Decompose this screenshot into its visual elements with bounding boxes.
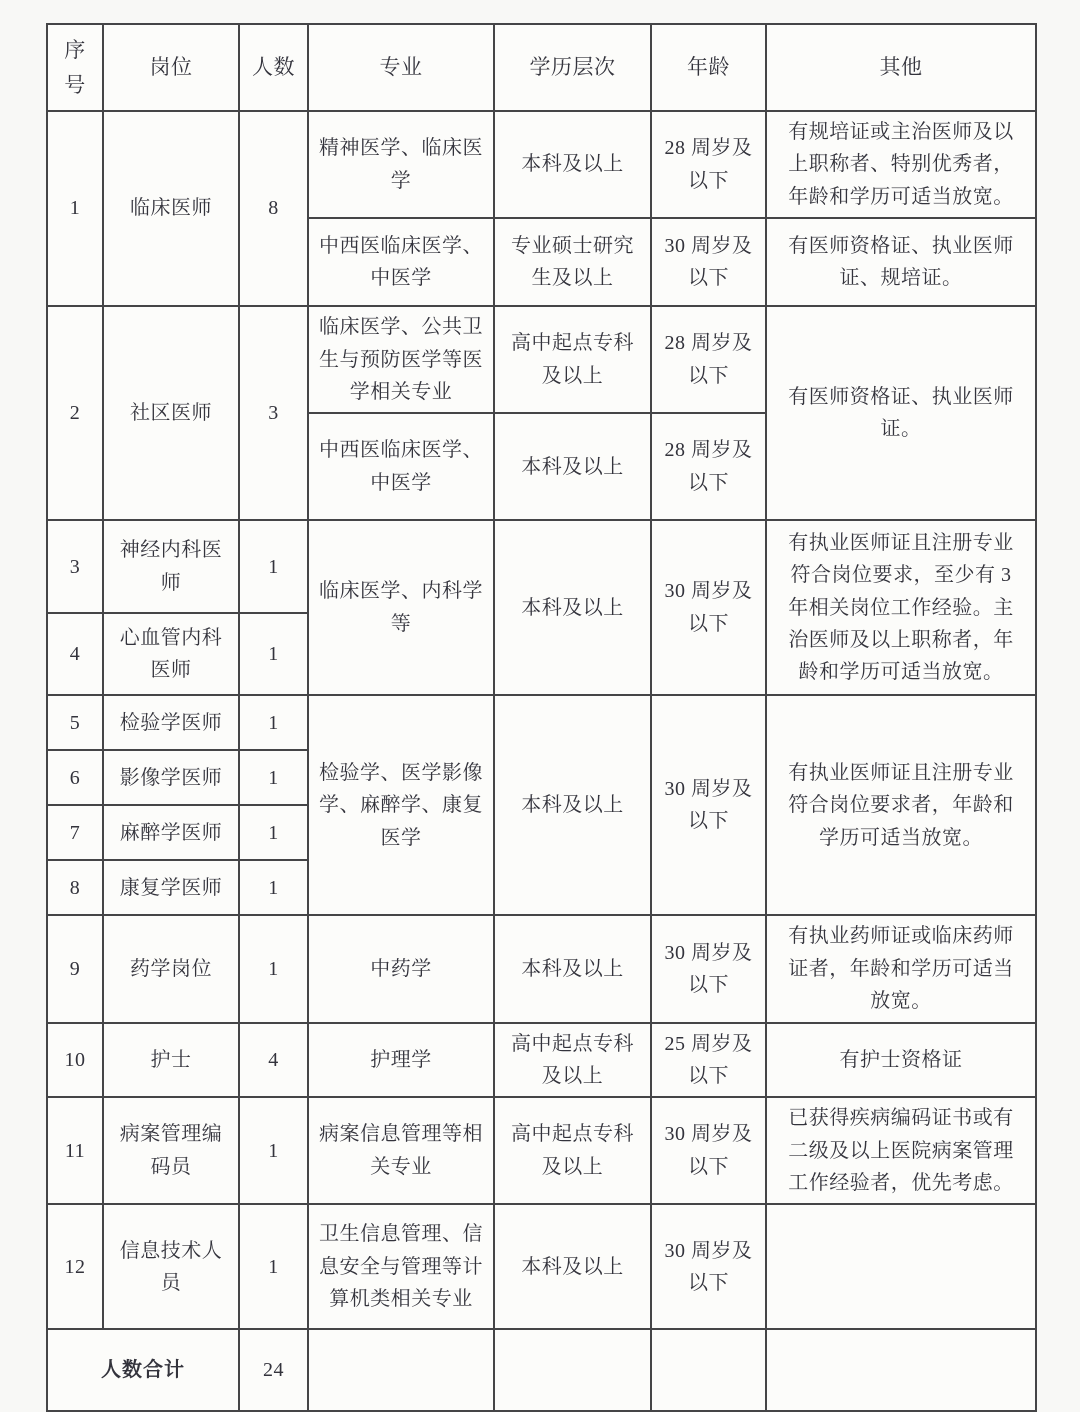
- cell-post: 药学岗位: [103, 915, 239, 1022]
- cell-degree: 本科及以上: [494, 695, 651, 915]
- cell-other: [766, 1204, 1036, 1329]
- cell-count: 1: [239, 613, 308, 695]
- table-total-row: [47, 1329, 1036, 1411]
- cell-age: 25 周岁及以下: [651, 1023, 766, 1098]
- cell-other: 有护士资格证: [766, 1023, 1036, 1098]
- cell-no: 1: [47, 111, 103, 306]
- cell-no: 8: [47, 860, 103, 915]
- cell-major: 临床医学、内科学等: [308, 520, 494, 695]
- cell-age: 28 周岁及以下: [651, 111, 766, 218]
- table-row: [47, 520, 1036, 613]
- cell-no: 9: [47, 915, 103, 1022]
- cell-no: 7: [47, 805, 103, 860]
- cell-count: 1: [239, 520, 308, 613]
- cell-post: 心血管内科医师: [103, 613, 239, 695]
- cell-no: 10: [47, 1023, 103, 1098]
- cell-degree: 高中起点专科及以上: [494, 1023, 651, 1098]
- cell-age: 28 周岁及以下: [651, 306, 766, 413]
- cell-major: 护理学: [308, 1023, 494, 1098]
- col-header-age: 年龄: [651, 24, 766, 111]
- cell-no: 3: [47, 520, 103, 613]
- table-row: [47, 1023, 1036, 1098]
- cell-age: 28 周岁及以下: [651, 413, 766, 520]
- cell-degree: 本科及以上: [494, 413, 651, 520]
- cell-other: 有医师资格证、执业医师证。: [766, 306, 1036, 520]
- table-row: [47, 111, 1036, 218]
- cell-other: 有医师资格证、执业医师证、规培证。: [766, 218, 1036, 306]
- cell-degree: 本科及以上: [494, 1204, 651, 1329]
- cell-other: 有执业医师证且注册专业符合岗位要求者，年龄和学历可适当放宽。: [766, 695, 1036, 915]
- cell-degree: 本科及以上: [494, 111, 651, 218]
- cell-post: 社区医师: [103, 306, 239, 520]
- cell-post: 检验学医师: [103, 695, 239, 750]
- col-header-post: 岗位: [103, 24, 239, 111]
- table-row: [47, 1204, 1036, 1329]
- cell-post: 临床医师: [103, 111, 239, 306]
- cell-no: 12: [47, 1204, 103, 1329]
- col-header-count: 人数: [239, 24, 308, 111]
- cell-count: 4: [239, 1023, 308, 1098]
- cell-age: 30 周岁及以下: [651, 1097, 766, 1204]
- cell-count: 1: [239, 915, 308, 1022]
- cell-major: 病案信息管理等相关专业: [308, 1097, 494, 1204]
- cell-count: 3: [239, 306, 308, 520]
- cell-age: 30 周岁及以下: [651, 520, 766, 695]
- cell-major: 中药学: [308, 915, 494, 1022]
- cell-no: 4: [47, 613, 103, 695]
- cell-major-empty: [308, 1329, 494, 1411]
- cell-other: 有执业医师证且注册专业符合岗位要求，至少有 3 年相关岗位工作经验。主治医师及以上职称者，年龄和学历可适当放宽。: [766, 520, 1036, 695]
- cell-count: 1: [239, 860, 308, 915]
- recruitment-table: [46, 23, 1037, 1412]
- cell-no: 6: [47, 750, 103, 805]
- cell-other-empty: [766, 1329, 1036, 1411]
- table-row: [47, 695, 1036, 750]
- cell-age: 30 周岁及以下: [651, 915, 766, 1022]
- cell-count: 1: [239, 805, 308, 860]
- cell-degree: 高中起点专科及以上: [494, 1097, 651, 1204]
- cell-post: 护士: [103, 1023, 239, 1098]
- cell-major: 中西医临床医学、中医学: [308, 218, 494, 306]
- col-header-degree: 学历层次: [494, 24, 651, 111]
- cell-count: 1: [239, 1204, 308, 1329]
- cell-degree: 本科及以上: [494, 915, 651, 1022]
- cell-count: 1: [239, 750, 308, 805]
- cell-age-empty: [651, 1329, 766, 1411]
- cell-count: 1: [239, 695, 308, 750]
- cell-degree: 专业硕士研究生及以上: [494, 218, 651, 306]
- cell-no: 2: [47, 306, 103, 520]
- table-header-row: [47, 24, 1036, 111]
- cell-post: 神经内科医师: [103, 520, 239, 613]
- cell-other: 已获得疾病编码证书或有二级及以上医院病案管理工作经验者，优先考虑。: [766, 1097, 1036, 1204]
- cell-degree: 高中起点专科及以上: [494, 306, 651, 413]
- cell-degree-empty: [494, 1329, 651, 1411]
- cell-post: 麻醉学医师: [103, 805, 239, 860]
- col-header-other: 其他: [766, 24, 1036, 111]
- cell-post: 病案管理编码员: [103, 1097, 239, 1204]
- cell-other: 有规培证或主治医师及以上职称者、特别优秀者，年龄和学历可适当放宽。: [766, 111, 1036, 218]
- cell-count: 8: [239, 111, 308, 306]
- col-header-major: 专业: [308, 24, 494, 111]
- cell-major: 中西医临床医学、中医学: [308, 413, 494, 520]
- total-label: 人数合计: [47, 1329, 239, 1411]
- cell-post: 康复学医师: [103, 860, 239, 915]
- table-row: [47, 1097, 1036, 1204]
- cell-major: 临床医学、公共卫生与预防医学等医学相关专业: [308, 306, 494, 413]
- table-row: [47, 306, 1036, 413]
- cell-other: 有执业药师证或临床药师证者，年龄和学历可适当放宽。: [766, 915, 1036, 1022]
- total-count: 24: [239, 1329, 308, 1411]
- cell-age: 30 周岁及以下: [651, 695, 766, 915]
- cell-post: 影像学医师: [103, 750, 239, 805]
- cell-age: 30 周岁及以下: [651, 218, 766, 306]
- cell-age: 30 周岁及以下: [651, 1204, 766, 1329]
- col-header-no: 序号: [47, 24, 103, 111]
- cell-major: 卫生信息管理、信息安全与管理等计算机类相关专业: [308, 1204, 494, 1329]
- cell-no: 5: [47, 695, 103, 750]
- cell-major: 检验学、医学影像学、麻醉学、康复医学: [308, 695, 494, 915]
- cell-degree: 本科及以上: [494, 520, 651, 695]
- cell-post: 信息技术人员: [103, 1204, 239, 1329]
- cell-major: 精神医学、临床医学: [308, 111, 494, 218]
- cell-no: 11: [47, 1097, 103, 1204]
- cell-count: 1: [239, 1097, 308, 1204]
- table-row: [47, 915, 1036, 1022]
